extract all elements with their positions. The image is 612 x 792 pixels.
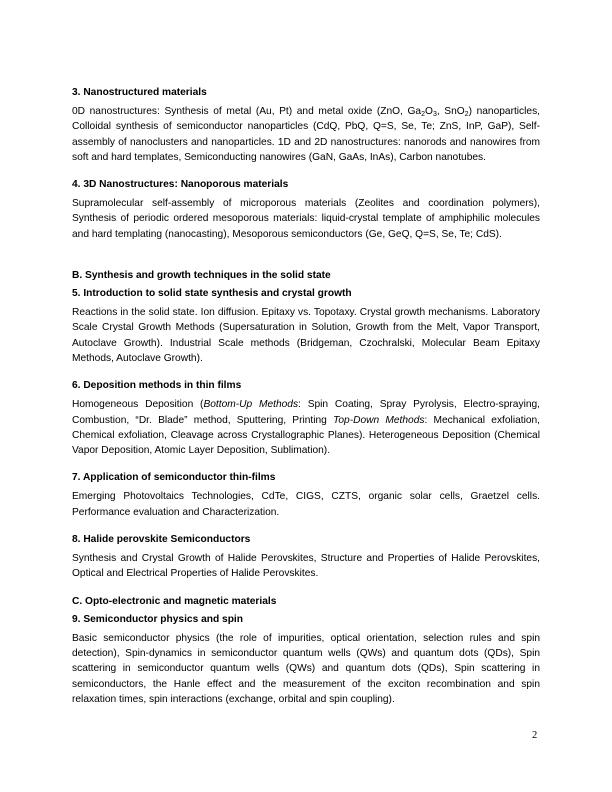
section-heading: 5. Introduction to solid state synthesis and crystal growth [72,288,352,300]
section-body: Homogeneous Deposition (Bottom-Up Methods: Spin Coating, Spray Pyrolysis, Electro-spraying, Combustion, “Dr. Blade” method, Sputtering, Printing Top-Down Methods: Mechanical exfoliation, Chemical exfoliation, Cleavage across Crystallographic Planes). Heterogeneous Deposition (Chemical Vapor Deposition, Atomic Layer Deposition, Sublimation). [72,399,541,457]
section-7 [72,471,540,520]
section-8 [72,533,540,582]
part-c-title: C. Opto-electronic and magnetic materials [72,595,277,607]
section-heading: 9. Semiconductor physics and spin [72,613,243,625]
section-heading: 6. Deposition methods in thin films [72,380,242,392]
page-content [72,86,540,720]
section-body: 0D nanostructures: Synthesis of metal (Au, Pt) and metal oxide (ZnO, $Ga_2O_3$, SnO$_2$) nanoparticles, Colloidal synthesis of semiconductor nanoparticles (CdQ, PbQ, Q=S, Se, Te; ZnS, InP, GaP), Self-assembly of nanoclusters and nanoparticles. 1D and 2D nanostructures: nanorods and nanowires from soft and hard templates, Semiconducting nanowires (GaN, GaAs, InAs), Carbon nanotubes. [72,106,541,163]
section-body: Reactions in the solid state. Ion diffusion. Epitaxy vs. Topotaxy. Crystal growth mechanisms. Laboratory Scale Crystal Growth Methods (Supersaturation in Solution, Growth from the Melt, Vapor Transport, Autoclave Growth). Industrial Scale methods (Bridgeman, Czochralski, Molecular Beam Epitaxy Methods, Autoclave Growth). [72,307,540,364]
section-6 [72,379,540,458]
section-body: Synthesis and Crystal Growth of Halide Perovskites, Structure and Properties of Halide Perovskites, Optical and Electrical Properties of Halide Perovskites. [72,553,540,580]
section-heading: 3. Nanostructured materials [72,87,207,98]
section-heading: 8. Halide perovskite Semiconductors [72,534,251,546]
part-b-title: B. Synthesis and growth techniques in the solid state [72,270,331,282]
section-body: Basic semiconductor physics (the role of impurities, optical orientation, selection rules and spin detection), Spin-dynamics in semiconductor quantum wells (QWs) and quantum dots (QDs), Spin scattering in semiconductor quantum wells (QWs) and quantum dots (QDs), Spin scattering in semiconductors, the Hanle effect and the measurement of the exciton recombination and spin relaxation times, spin interactions (exchange, orbital and spin coupling). [72,632,540,705]
section-5 [72,287,540,366]
section-heading: 4. 3D Nanostructures: Nanoporous materials [72,179,289,191]
page-number: 2 [532,730,538,741]
section-body: Emerging Photovoltaics Technologies, CdTe, CIGS, CZTS, organic solar cells, Graetzel cells. Performance evaluation and Characterization. [72,491,540,518]
section-4 [72,178,540,242]
section-9 [72,613,540,707]
section-heading: 7. Application of semiconductor thin-films [72,472,276,484]
section-body: Supramolecular self-assembly of microporous materials (Zeolites and coordination polymers), Synthesis of periodic ordered mesoporous materials: liquid-crystal template of amphiphilic molecules and hard templating (nanocasting), Mesoporous semiconductors (Ge, GeQ, Q=S, Se, Te; CdS). [72,198,540,240]
section-3 [72,86,540,165]
